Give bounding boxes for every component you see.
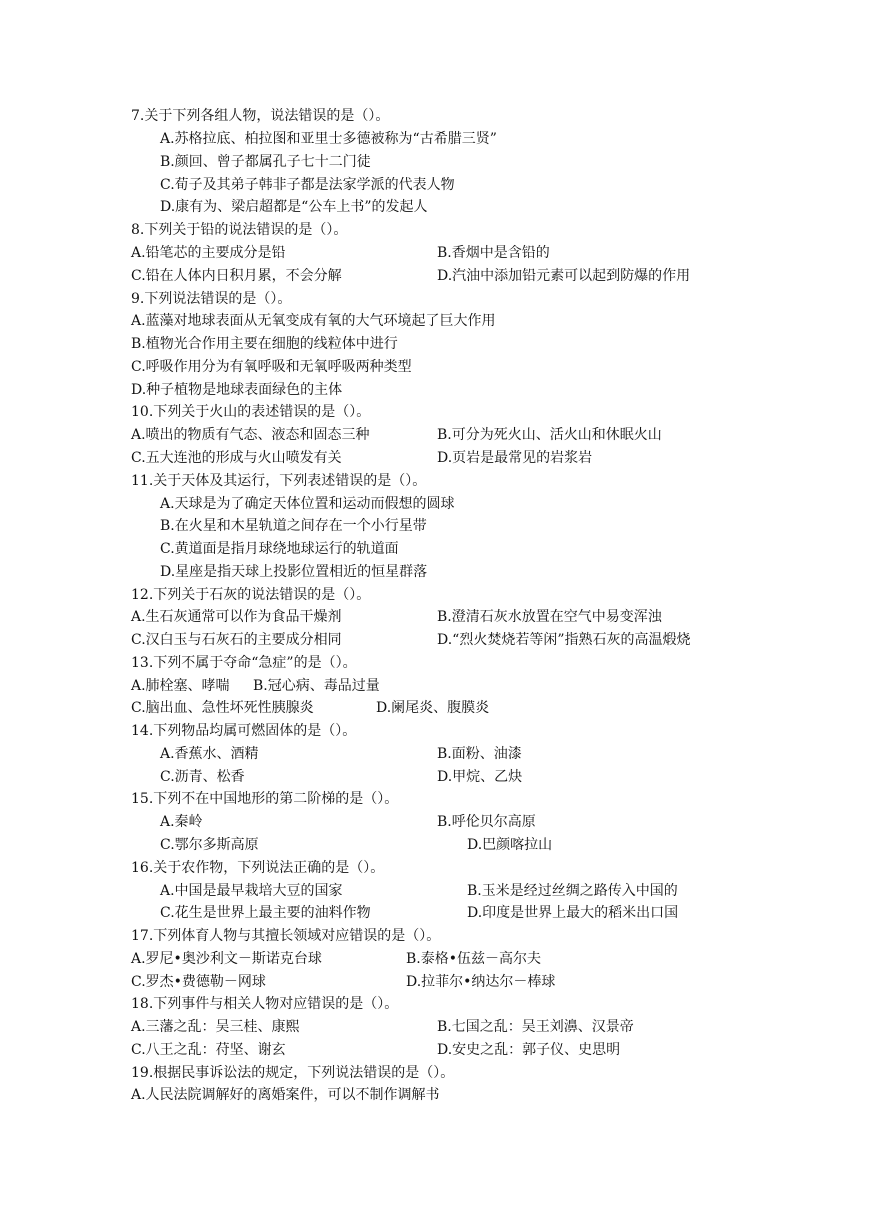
question-15-option-a: A.秦岭 xyxy=(160,814,203,830)
question-9-stem: 9.下列说法错误的是（）。 xyxy=(131,291,292,307)
question-9-option-c: C.呼吸作用分为有氧呼吸和无氧呼吸两种类型 xyxy=(131,359,412,375)
question-16-option-d: D.印度是世界上最大的稻米出口国 xyxy=(467,905,679,921)
question-8-option-c: C.铅在人体内日积月累，不会分解 xyxy=(131,268,342,284)
question-19-stem: 19.根据民事诉讼法的规定，下列说法错误的是（）。 xyxy=(131,1065,455,1081)
question-16-stem: 16.关于农作物，下列说法正确的是（）。 xyxy=(131,860,385,876)
question-10-stem: 10.下列关于火山的表述错误的是（）。 xyxy=(131,404,371,420)
question-18-stem: 18.下列事件与相关人物对应错误的是（）。 xyxy=(131,996,399,1012)
question-11-option-c: C.黄道面是指月球绕地球运行的轨道面 xyxy=(160,541,399,557)
question-17-option-c: C.罗杰•费德勒－网球 xyxy=(131,974,266,990)
question-15-option-c: C.鄂尔多斯高原 xyxy=(160,837,259,853)
question-13-option-a: A.肺栓塞、哮喘 xyxy=(131,678,230,694)
question-7-option-b: B.颜回、曾子都属孔子七十二门徒 xyxy=(160,154,371,170)
question-7-option-d: D.康有为、梁启超都是“公车上书”的发起人 xyxy=(160,199,428,215)
question-7-option-a: A.苏格拉底、柏拉图和亚里士多德被称为“古希腊三贤” xyxy=(160,131,497,147)
question-14-option-d: D.甲烷、乙炔 xyxy=(437,769,523,785)
question-17-stem: 17.下列体育人物与其擅长领域对应错误的是（）。 xyxy=(131,928,441,944)
question-11-option-a: A.天球是为了确定天体位置和运动而假想的圆球 xyxy=(160,496,455,512)
question-15-stem: 15.下列不在中国地形的第二阶梯的是（）。 xyxy=(131,791,399,807)
question-8-option-a: A.铅笔芯的主要成分是铅 xyxy=(131,245,286,261)
question-11-stem: 11.关于天体及其运行，下列表述错误的是（）。 xyxy=(131,473,427,489)
question-12-option-a: A.生石灰通常可以作为食品干燥剂 xyxy=(131,609,342,625)
question-14-option-a: A.香蕉水、酒精 xyxy=(160,746,259,762)
question-8-stem: 8.下列关于铅的说法错误的是（）。 xyxy=(131,222,348,238)
question-16-option-c: C.花生是世界上最主要的油料作物 xyxy=(160,905,371,921)
question-10-option-d: D.页岩是最常见的岩浆岩 xyxy=(437,450,593,466)
question-7-stem: 7.关于下列各组人物，说法错误的是（）。 xyxy=(131,108,390,124)
question-8-option-b: B.香烟中是含铅的 xyxy=(437,245,550,261)
question-16-option-b: B.玉米是经过丝绸之路传入中国的 xyxy=(467,883,678,899)
question-17-option-a: A.罗尼•奥沙利文－斯诺克台球 xyxy=(131,951,322,967)
question-16-option-a: A.中国是最早栽培大豆的国家 xyxy=(160,883,343,899)
question-9-option-b: B.植物光合作用主要在细胞的线粒体中进行 xyxy=(131,336,398,352)
question-11-option-b: B.在火星和木星轨道之间存在一个小行星带 xyxy=(160,518,427,534)
question-13-option-c: C.脑出血、急性坏死性胰腺炎 xyxy=(131,700,314,716)
question-13-option-d: D.阑尾炎、腹膜炎 xyxy=(376,700,490,716)
question-18-option-b: B.七国之乱：吴王刘濞、汉景帝 xyxy=(437,1019,634,1035)
question-18-option-c: C.八王之乱：苻坚、谢玄 xyxy=(131,1042,286,1058)
question-18-option-a: A.三藩之乱：吴三桂、康熙 xyxy=(131,1019,300,1035)
question-17-option-d: D.拉菲尔•纳达尔－棒球 xyxy=(406,974,556,990)
question-18-option-d: D.安史之乱：郭子仪、史思明 xyxy=(437,1042,621,1058)
question-14-option-b: B.面粉、油漆 xyxy=(437,746,522,762)
question-14-option-c: C.沥青、松香 xyxy=(160,769,245,785)
question-12-option-c: C.汉白玉与石灰石的主要成分相同 xyxy=(131,632,342,648)
question-9-option-d: D.种子植物是地球表面绿色的主体 xyxy=(131,382,343,398)
question-13-option-b: B.冠心病、毒品过量 xyxy=(253,678,380,694)
question-13-stem: 13.下列不属于夺命“急症”的是（）。 xyxy=(131,655,357,671)
question-14-stem: 14.下列物品均属可燃固体的是（）。 xyxy=(131,723,357,739)
question-10-option-c: C.五大连池的形成与火山喷发有关 xyxy=(131,450,342,466)
question-12-option-b: B.澄清石灰水放置在空气中易变浑浊 xyxy=(437,609,662,625)
question-15-option-b: B.呼伦贝尔高原 xyxy=(437,814,536,830)
question-12-option-d: D.“烈火焚烧若等闲”指熟石灰的高温煅烧 xyxy=(437,632,691,648)
question-17-option-b: B.泰格•伍兹－高尔夫 xyxy=(406,951,541,967)
question-19-option-a: A.人民法院调解好的离婚案件，可以不制作调解书 xyxy=(131,1087,440,1103)
question-10-option-a: A.喷出的物质有气态、液态和固态三种 xyxy=(131,427,370,443)
question-9-option-a: A.蓝藻对地球表面从无氧变成有氧的大气环境起了巨大作用 xyxy=(131,313,496,329)
question-8-option-d: D.汽油中添加铅元素可以起到防爆的作用 xyxy=(437,268,691,284)
question-10-option-b: B.可分为死火山、活火山和休眠火山 xyxy=(437,427,662,443)
question-12-stem: 12.下列关于石灰的说法错误的是（）。 xyxy=(131,587,371,603)
question-15-option-d: D.巴颜喀拉山 xyxy=(467,837,553,853)
question-11-option-d: D.星座是指天球上投影位置相近的恒星群落 xyxy=(160,564,428,580)
question-7-option-c: C.荀子及其弟子韩非子都是法家学派的代表人物 xyxy=(160,177,455,193)
